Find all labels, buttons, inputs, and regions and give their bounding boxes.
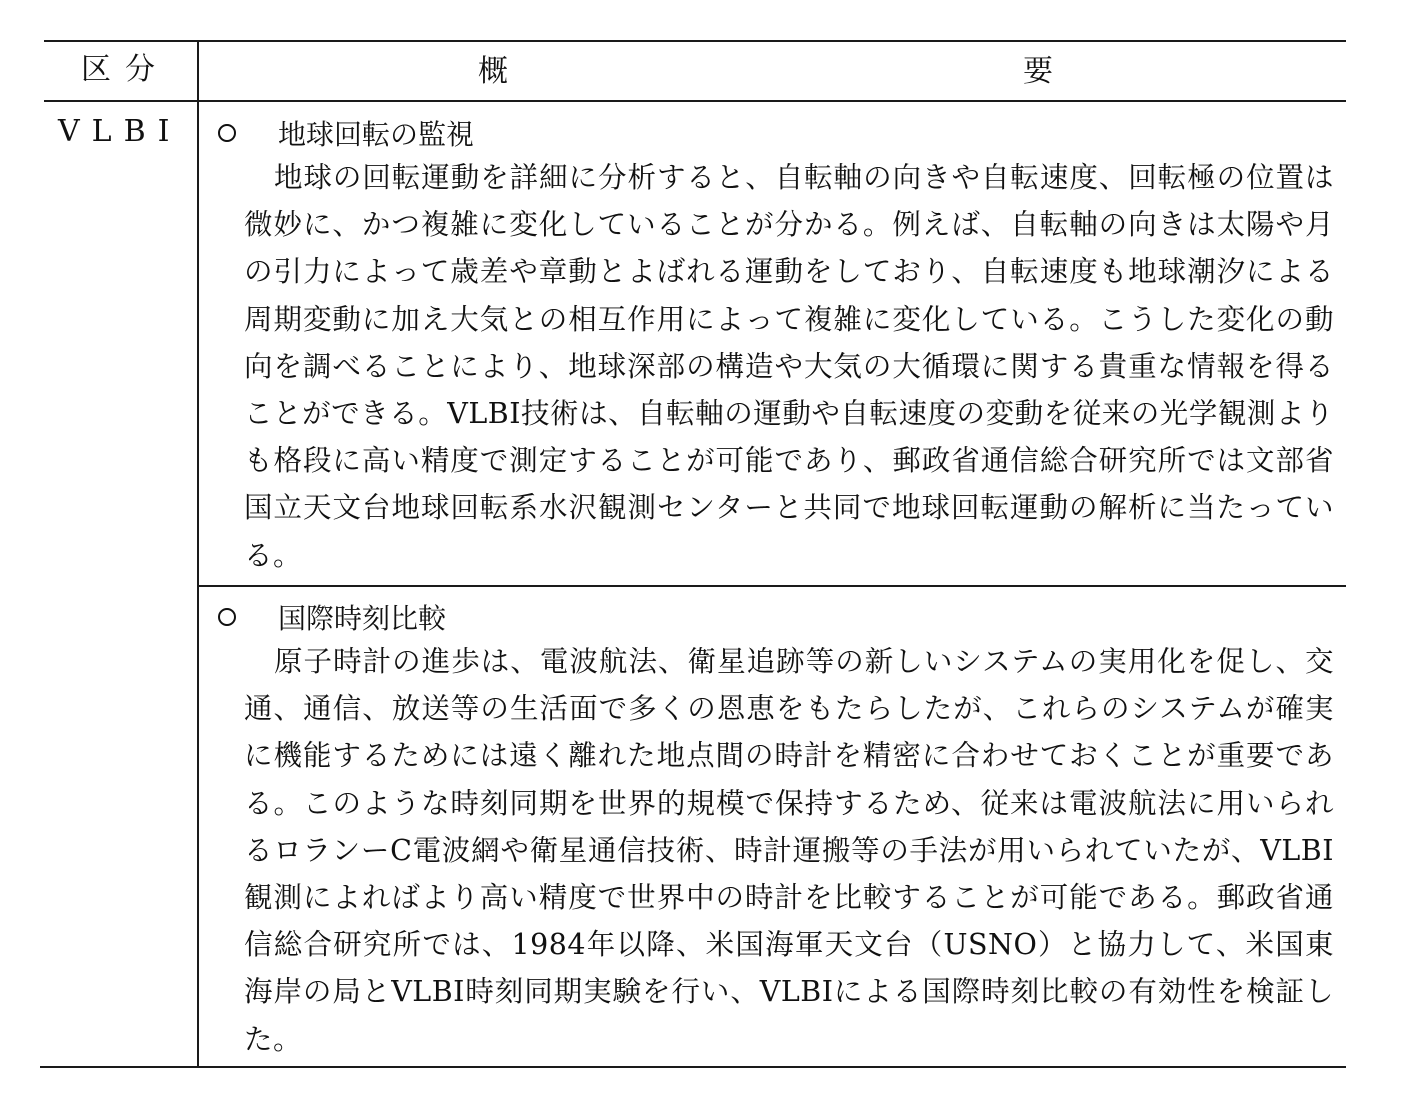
section-international-time-comparison bbox=[214, 596, 1334, 1063]
table-header-rule bbox=[44, 100, 1346, 102]
circle-bullet-icon bbox=[218, 608, 236, 626]
section-title: 地球回転の監視 bbox=[278, 118, 475, 151]
circle-bullet-icon bbox=[218, 124, 236, 142]
section-body: 地球の回転運動を詳細に分析すると、自転軸の向きや自転速度、回転極の位置は微妙に、かつ複雑に変化していることが分かる。例えば、自転軸の向きは太陽や月の引力によって歳差や章動とよばれる運動をしており、自転速度も地球潮汐による周期変動に加え大気との相互作用によって複雑に変化している。こうした変化の動向を調べることにより、地球深部の構造や大気の大循環に関する貴重な情報を得ることができる。VLBI技術は、自転軸の運動や自転速度の変動を従来の光学観測よりも格段に高い精度で測定することが可能であり、郵政省通信総合研究所では文部省国立天文台地球回転系水沢観測センターと共同で地球回転運動の解析に当たっている。 bbox=[244, 161, 1334, 572]
column-divider-rule bbox=[197, 40, 199, 1066]
header-summary-left: 概 bbox=[478, 54, 508, 89]
header-category: 区分 bbox=[81, 52, 169, 87]
table-bottom-rule bbox=[40, 1066, 1346, 1068]
section-divider-rule bbox=[197, 585, 1346, 587]
section-body: 原子時計の進歩は、電波航法、衛星追跡等の新しいシステムの実用化を促し、交通、通信、放送等の生活面で多くの恩恵をもたらしたが、これらのシステムが確実に機能するためには遠く離れた地点間の時計を精密に合わせておくことが重要である。このような時刻同期を世界的規模で保持するため、従来は電波航法に用いられるロランーC電波網や衛星通信技術、時計運搬等の手法が用いられていたが、VLBI観測によればより高い精度で世界中の時計を比較することが可能である。郵政省通信総合研究所では、1984年以降、米国海軍天文台（USNO）と協力して、米国東海岸の局とVLBI時刻同期実験を行い、VLBIによる国際時刻比較の有効性を検証した。 bbox=[244, 645, 1334, 1056]
section-heading bbox=[214, 596, 1334, 638]
section-title: 国際時刻比較 bbox=[278, 602, 447, 635]
category-vlbi: VLBI bbox=[58, 114, 182, 149]
header-summary-right: 要 bbox=[1023, 54, 1053, 89]
section-earth-rotation bbox=[214, 112, 1334, 579]
section-heading bbox=[214, 112, 1334, 154]
table-top-rule bbox=[44, 40, 1346, 42]
